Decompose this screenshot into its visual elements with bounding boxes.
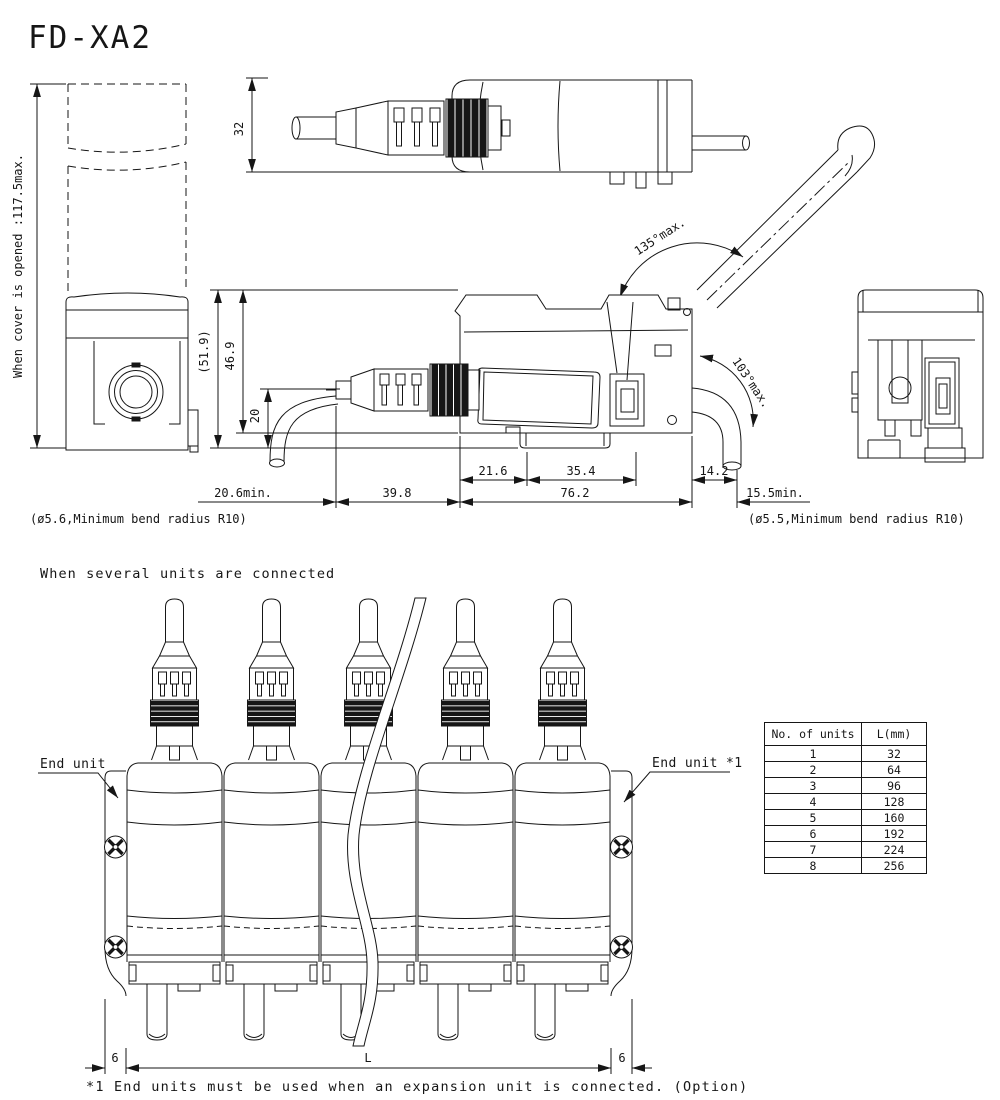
- angle-135-label: 135°max.: [631, 215, 688, 259]
- cell-length: 224: [862, 842, 927, 858]
- side-view: [198, 126, 875, 508]
- top-height-dim-label: 32: [232, 121, 246, 137]
- end-plate-right: [611, 771, 632, 996]
- dim-20-6-min: 20.6min.: [214, 486, 272, 500]
- dim-46-9: 46.9: [223, 341, 237, 371]
- cell-length: 192: [862, 826, 927, 842]
- cell-length: 128: [862, 794, 927, 810]
- cell-length: 32: [862, 746, 927, 762]
- end-unit-right-label: End unit *1: [652, 756, 743, 771]
- dim-15-5-min: 15.5min.: [746, 486, 804, 500]
- note-left-cable: (ø5.6,Minimum bend radius R10): [30, 512, 247, 526]
- table-row: [765, 762, 927, 778]
- dim-76-2: 76.2: [560, 486, 590, 500]
- table-row: [765, 810, 927, 826]
- top-view: [246, 78, 750, 188]
- footnote: *1 End units must be used when an expansion unit is connected. (Option): [86, 1079, 749, 1095]
- rear-view: [852, 290, 983, 462]
- cell-units: 2: [765, 762, 862, 778]
- col-header-units: No. of units: [765, 723, 862, 746]
- table-row: [765, 826, 927, 842]
- dim-20: 20: [248, 408, 262, 424]
- table-row: [765, 842, 927, 858]
- end-unit-left-label: End unit: [40, 757, 106, 772]
- cell-units: 3: [765, 778, 862, 794]
- table-row: [765, 794, 927, 810]
- angle-103-label: 103°max.: [729, 354, 774, 411]
- dim-39-8: 39.8: [382, 486, 412, 500]
- front-open-dim-label: When cover is opened :117.5max.: [11, 154, 25, 378]
- dim-21-6: 21.6: [478, 464, 508, 478]
- dim-L: L: [364, 1051, 372, 1065]
- cell-length: 256: [862, 858, 927, 874]
- dim-35-4: 35.4: [566, 464, 596, 478]
- table-row: [765, 858, 927, 874]
- cell-units: 8: [765, 858, 862, 874]
- cell-units: 5: [765, 810, 862, 826]
- cell-length: 96: [862, 778, 927, 794]
- table-row: [765, 778, 927, 794]
- multi-unit-view: [38, 598, 730, 1074]
- dim-6-left: 6: [111, 1051, 119, 1065]
- table-row: [765, 746, 927, 762]
- end-plate-left: [105, 771, 126, 996]
- cell-units: 1: [765, 746, 862, 762]
- cell-units: 6: [765, 826, 862, 842]
- units-length-table: [764, 722, 927, 874]
- dim-14-2: 14.2: [699, 464, 729, 478]
- cell-length: 160: [862, 810, 927, 826]
- page-title: FD-XA2: [28, 20, 152, 56]
- note-right-cable: (ø5.5,Minimum bend radius R10): [748, 512, 965, 526]
- dim-6-right: 6: [618, 1051, 626, 1065]
- front-view: [30, 84, 198, 452]
- dim-51-9: (51.9): [197, 330, 211, 374]
- multi-heading: When several units are connected: [40, 566, 336, 582]
- col-header-length: L(mm): [862, 723, 927, 746]
- cell-units: 4: [765, 794, 862, 810]
- cell-length: 64: [862, 762, 927, 778]
- cell-units: 7: [765, 842, 862, 858]
- table-header-row: [765, 723, 927, 746]
